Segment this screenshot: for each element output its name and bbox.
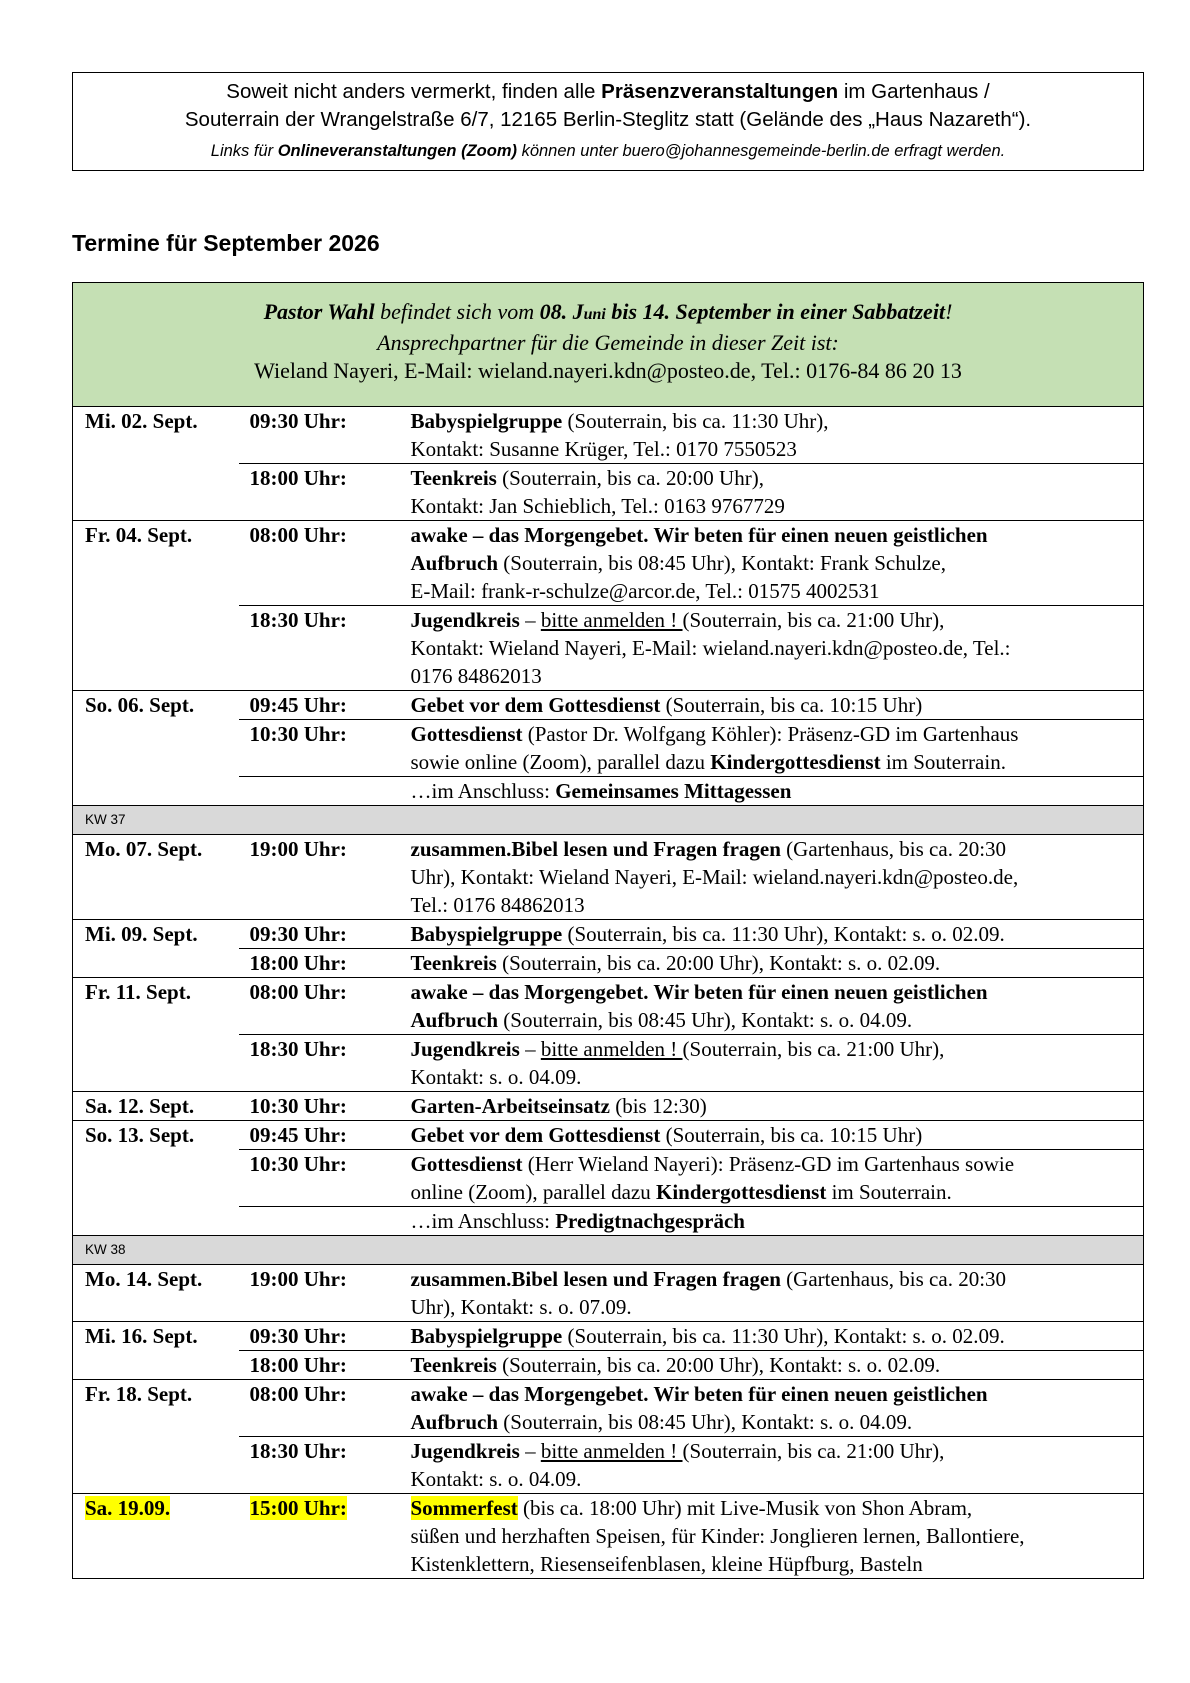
table-row [73,1265,1144,1322]
event-time: 10:30 Uhr: [239,1092,401,1121]
event-time: 08:00 Uhr: [249,1382,347,1406]
event-date: So. 13. Sept. [85,1123,195,1147]
event-time: 09:30 Uhr: [249,1324,347,1348]
event-desc: zusammen.Bibel lesen und Fragen fragen (Gartenhaus, bis ca. 20:30 Uhr), Kontakt: Wieland Nayeri, E-Mail: wieland.nayeri.kdn@posteo.de, Tel.: 0176 84862013 [401,835,1144,920]
event-date: Mo. 14. Sept. [73,1265,239,1322]
event-date: Mi. 02. Sept. [73,407,239,521]
table-row [73,407,1144,464]
event-date: Mi. 16. Sept. [73,1322,239,1380]
event-desc: Teenkreis (Souterrain, bis ca. 20:00 Uhr), Kontakt: Jan Schieblich, Tel.: 0163 9767729 [401,464,1144,521]
table-row [73,1121,1144,1150]
event-time: 18:30 Uhr: [239,1035,401,1092]
event-desc: awake – das Morgengebet. Wir beten für einen neuen geistlichen Aufbruch (Souterrain, bis 08:45 Uhr), Kontakt: s. o. 04.09. [410,980,988,1032]
event-desc: …im Anschluss: Gemeinsames Mittagessen [401,777,1144,806]
event-time: 18:30 Uhr: [239,606,401,691]
table-row [73,835,1144,920]
week-label: KW 38 [73,1236,1144,1265]
week-row [73,1236,1144,1265]
event-time: 15:00 Uhr: [239,1494,401,1579]
event-date: Fr. 18. Sept. [73,1380,239,1494]
table-row [73,1322,1144,1351]
event-time: 08:00 Uhr: [249,980,347,1004]
table-row [73,1494,1144,1579]
event-date: Sa. 12. Sept. [73,1092,239,1121]
event-desc: Jugendkreis – bitte anmelden ! (Souterrain, bis ca. 21:00 Uhr), Kontakt: s. o. 04.09. [401,1035,1144,1092]
table-row [73,1092,1144,1121]
event-desc: awake – das Morgengebet. Wir beten für einen neuen geistlichen Aufbruch (Souterrain, bis 08:45 Uhr), Kontakt: s. o. 04.09. [410,1382,988,1434]
table-row [73,691,1144,720]
event-desc: Gebet vor dem Gottesdienst (Souterrain, bis ca. 10:15 Uhr) [410,1123,923,1147]
table-row [73,521,1144,606]
event-time: 08:00 Uhr: [249,523,347,547]
table-row [73,1380,1144,1437]
event-desc: …im Anschluss: Predigtnachgespräch [401,1207,1144,1236]
event-desc: Sommerfest (bis ca. 18:00 Uhr) mit Live-Musik von Shon Abram, süßen und herzhaften Speisen, für Kinder: Jonglieren lernen, Ballontiere, Kistenklettern, Riesenseifenblasen, kleine Hüpfburg, Basteln [401,1494,1144,1579]
info-line-1: Soweit nicht anders vermerkt, finden alle Präsenzveranstaltungen im Gartenhaus / Souterrain der Wrangelstraße 6/7, 12165 Berlin-Steglitz statt (Gelände des „Haus Nazareth“). [184,80,1032,131]
event-desc: Garten-Arbeitseinsatz (bis 12:30) [401,1092,1144,1121]
event-desc: Babyspielgruppe (Souterrain, bis ca. 11:30 Uhr), Kontakt: s. o. 02.09. [410,922,1005,946]
event-time: 18:00 Uhr: [239,464,401,521]
event-time: 18:00 Uhr: [239,949,401,978]
event-date: Sa. 19.09. [73,1494,239,1579]
info-line-3: Links für Onlineveranstaltungen (Zoom) können unter buero@johannesgemeinde-berlin.de erfragt werden. [210,142,1006,160]
event-desc: awake – das Morgengebet. Wir beten für einen neuen geistlichen Aufbruch (Souterrain, bis 08:45 Uhr), Kontakt: Frank Schulze, E-Mail: frank-r-schulze@arcor.de, Tel.: 01575 4002531 [410,523,988,603]
event-desc: Babyspielgruppe (Souterrain, bis ca. 11:30 Uhr), Kontakt: Susanne Krüger, Tel.: 0170 7550523 [410,409,829,461]
register-link[interactable]: bitte anmelden ! [540,1439,683,1463]
event-time: 09:45 Uhr: [249,1123,347,1147]
event-desc: Gebet vor dem Gottesdienst (Souterrain, bis ca. 10:15 Uhr) [410,693,923,717]
week-row [73,806,1144,835]
event-desc: Gottesdienst (Herr Wieland Nayeri): Präsenz-GD im Gartenhaus sowie online (Zoom), parallel dazu Kindergottesdienst im Souterrain. [401,1150,1144,1207]
event-date: Mo. 07. Sept. [73,835,239,920]
events-table [72,282,1144,1579]
event-time: 10:30 Uhr: [239,720,401,777]
event-date: Fr. 04. Sept. [73,521,239,691]
sabbatical-banner: Pastor Wahl befindet sich vom 08. Juni bis 14. September in einer Sabbatzeit! Ansprechpartner für die Gemeinde in dieser Zeit ist: Wieland Nayeri, E-Mail: wieland.nayeri.kdn@posteo.de, Tel.: 0176-84 86 20 13 [73,283,1144,407]
event-time: 09:30 Uhr: [249,922,347,946]
register-link[interactable]: bitte anmelden ! [540,608,683,632]
week-label: KW 37 [73,806,1144,835]
register-link[interactable]: bitte anmelden ! [540,1037,683,1061]
event-desc: Jugendkreis – bitte anmelden ! (Souterrain, bis ca. 21:00 Uhr), Kontakt: Wieland Nayeri, E-Mail: wieland.nayeri.kdn@posteo.de, Tel.: 0176 84862013 [401,606,1144,691]
event-time: 19:00 Uhr: [239,1265,401,1322]
page-title: Termine für September 2026 [72,230,380,256]
event-time: 09:45 Uhr: [249,693,347,717]
banner-line-3: Wieland Nayeri, E-Mail: wieland.nayeri.kdn@posteo.de, Tel.: 0176-84 86 20 13 [254,358,962,383]
table-row [73,920,1144,949]
event-time: 18:00 Uhr: [239,1351,401,1380]
event-desc: Jugendkreis – bitte anmelden ! (Souterrain, bis ca. 21:00 Uhr), Kontakt: s. o. 04.09. [401,1437,1144,1494]
event-desc: Babyspielgruppe (Souterrain, bis ca. 11:30 Uhr), Kontakt: s. o. 02.09. [410,1324,1005,1348]
info-line-2: Souterrain der Wrangelstraße 6/7, 12165 Berlin-Steglitz statt (Gelände des „Haus Nazareth“). [184,108,1032,131]
info-box [72,72,1144,171]
event-time: 19:00 Uhr: [239,835,401,920]
event-time: 10:30 Uhr: [239,1150,401,1207]
event-desc: Teenkreis (Souterrain, bis ca. 20:00 Uhr), Kontakt: s. o. 02.09. [401,1351,1144,1380]
banner-line-2: Ansprechpartner für die Gemeinde in dieser Zeit ist: [377,330,839,355]
event-desc: zusammen.Bibel lesen und Fragen fragen (Gartenhaus, bis ca. 20:30 Uhr), Kontakt: s. o. 07.09. [401,1265,1144,1322]
event-date: So. 06. Sept. [85,693,195,717]
event-date: Fr. 11. Sept. [73,978,239,1092]
table-row [73,978,1144,1035]
event-desc: Gottesdienst (Pastor Dr. Wolfgang Köhler): Präsenz-GD im Gartenhaus sowie online (Zoom), parallel dazu Kindergottesdienst im Souterrain. [401,720,1144,777]
event-time: 09:30 Uhr: [249,409,347,433]
event-date: Mi. 09. Sept. [73,920,239,978]
event-desc: Teenkreis (Souterrain, bis ca. 20:00 Uhr), Kontakt: s. o. 02.09. [401,949,1144,978]
event-time: 18:30 Uhr: [239,1437,401,1494]
